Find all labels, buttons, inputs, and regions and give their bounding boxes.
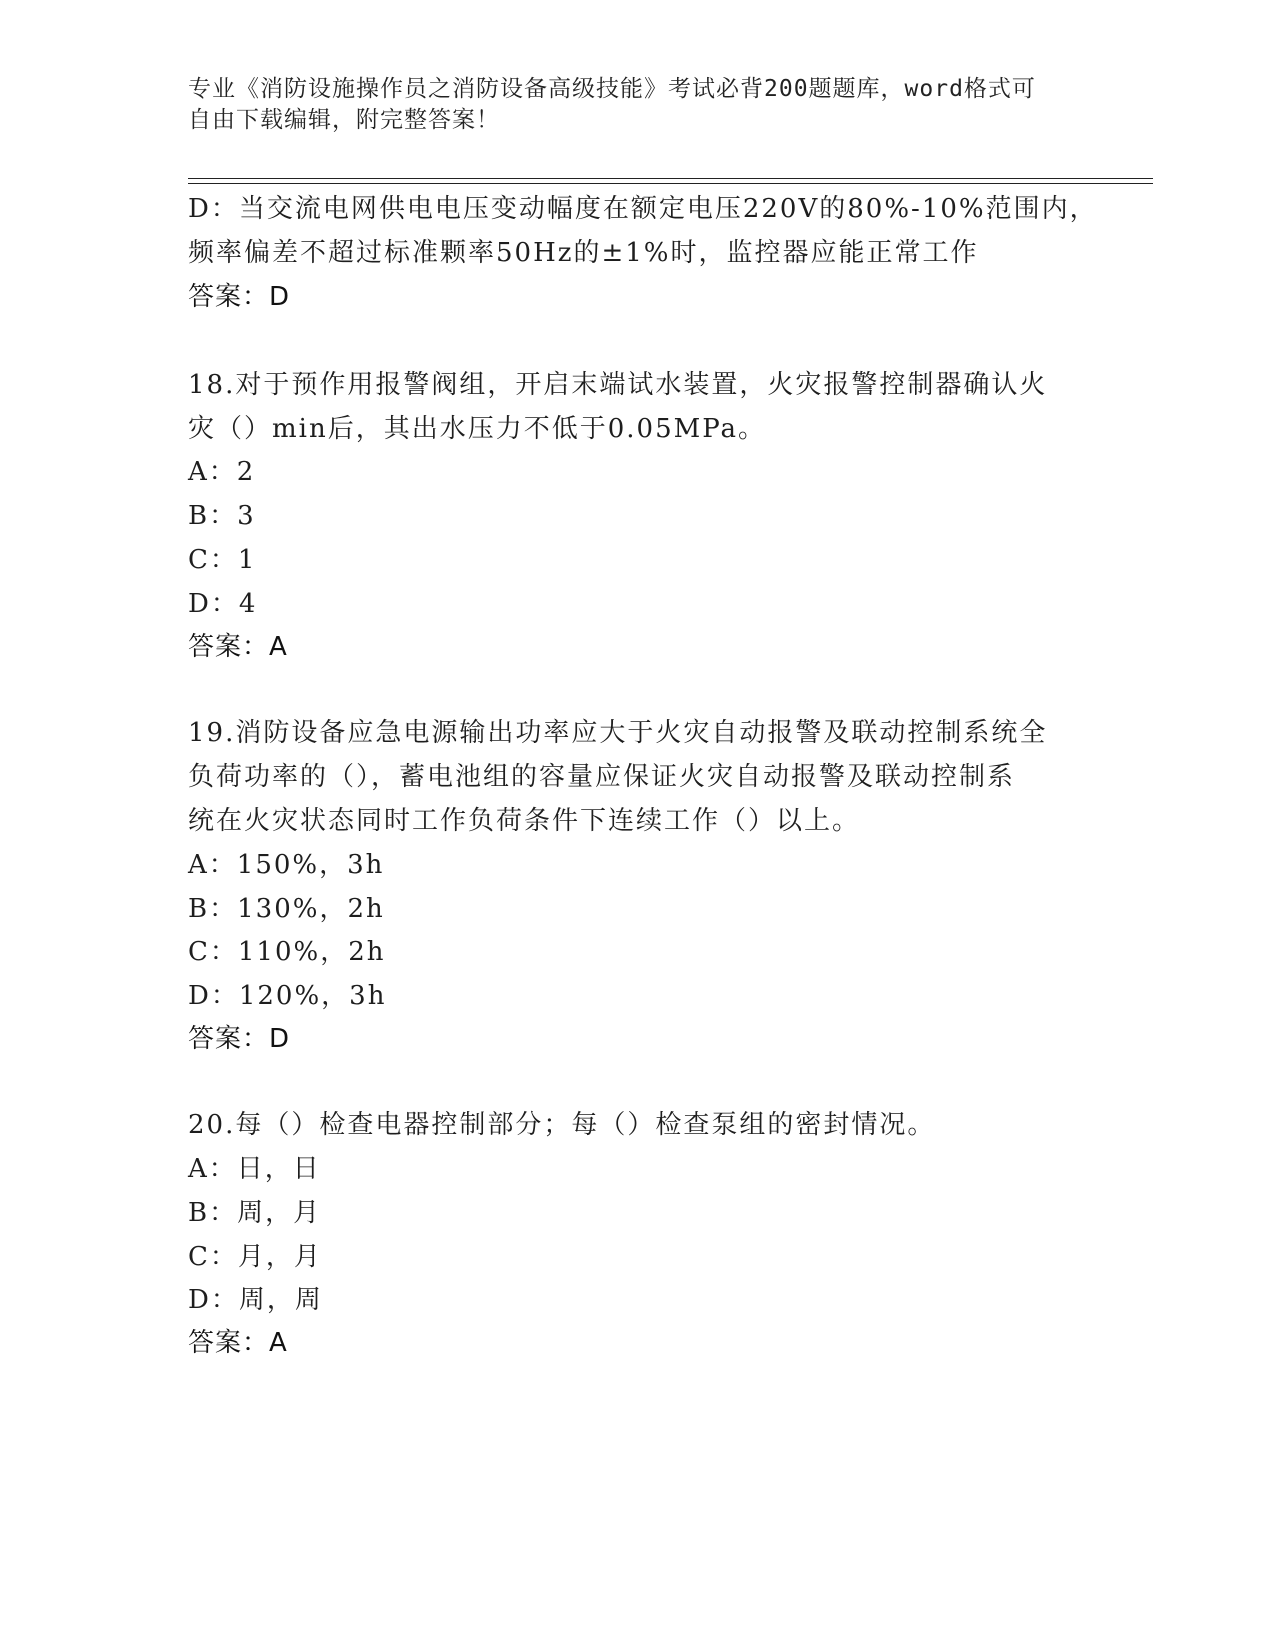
q18-answer: 答案：A bbox=[188, 632, 288, 662]
q18-stem-line-2: 灾（）min后，其出水压力不低于0.05MPa。 bbox=[188, 414, 767, 444]
q19-stem-line-2: 负荷功率的（），蓄电池组的容量应保证火灾自动报警及联动控制系 bbox=[188, 762, 1016, 792]
q19-answer: 答案：D bbox=[188, 1024, 291, 1054]
prev-option-d-line-1: D：当交流电网供电电压变动幅度在额定电压220V的80%-10%范围内， bbox=[188, 194, 1098, 224]
q20-option-d: D：周，周 bbox=[188, 1285, 323, 1315]
prev-answer: 答案：D bbox=[188, 282, 291, 312]
q18-stem-line-1: 18.对于预作用报警阀组，开启末端试水装置，火灾报警控制器确认火 bbox=[188, 370, 1048, 400]
header-line-2: 自由下载编辑，附完整答案！ bbox=[188, 107, 500, 133]
q19-option-b: B：130%，2h bbox=[188, 894, 385, 924]
prev-option-d-line-2: 频率偏差不超过标准颗率50Hz的±1%时，监控器应能正常工作 bbox=[188, 238, 979, 268]
q20-option-c: C：月，月 bbox=[188, 1242, 322, 1272]
q18-option-c: C：1 bbox=[188, 545, 257, 575]
document-header bbox=[188, 74, 1088, 136]
q19-option-d: D：120%，3h bbox=[188, 981, 387, 1011]
q18-option-d: D：4 bbox=[188, 589, 258, 619]
header-line-1: 专业《消防设施操作员之消防设备高级技能》考试必背200题题库，word格式可 bbox=[188, 76, 1036, 102]
q19-option-a: A：150%，3h bbox=[188, 850, 385, 880]
q18-option-a: A：2 bbox=[188, 457, 256, 487]
q20-stem-line-1: 20.每（）检查电器控制部分；每（）检查泵组的密封情况。 bbox=[188, 1110, 936, 1140]
q20-option-a: A：日，日 bbox=[188, 1154, 321, 1184]
q19-stem-line-1: 19.消防设备应急电源输出功率应大于火灾自动报警及联动控制系统全 bbox=[188, 718, 1048, 748]
q20-answer: 答案：A bbox=[188, 1328, 288, 1358]
q18-option-b: B：3 bbox=[188, 501, 256, 531]
q19-option-c: C：110%，2h bbox=[188, 937, 386, 967]
q19-stem-line-3: 统在火灾状态同时工作负荷条件下连续工作（）以上。 bbox=[188, 806, 861, 836]
header-divider-top bbox=[188, 178, 1153, 179]
header-divider-bottom bbox=[188, 183, 1153, 184]
q20-option-b: B：周，月 bbox=[188, 1198, 322, 1228]
